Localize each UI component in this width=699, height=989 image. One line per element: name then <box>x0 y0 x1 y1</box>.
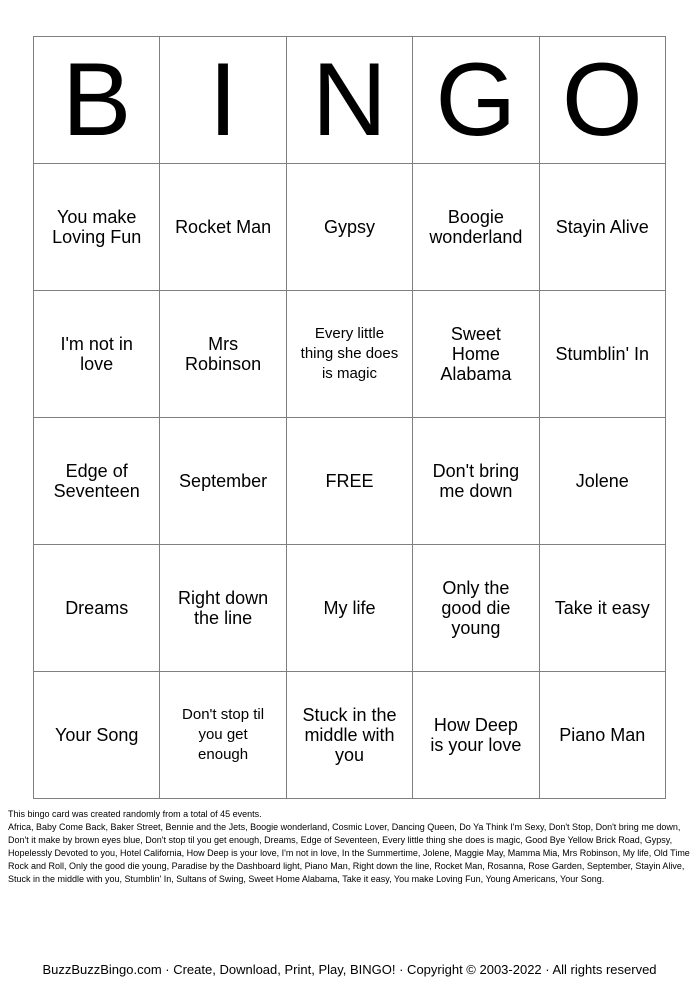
cell-text: My life <box>323 597 376 618</box>
bingo-cell <box>34 418 160 545</box>
footer: BuzzBuzzBingo.com · Create, Download, Print, Play, BINGO! · Copyright © 2003-2022 · All rights reserved <box>42 962 657 977</box>
bingo-cell <box>539 418 665 545</box>
cell-text: Don't bring me down <box>432 460 520 501</box>
cell-text: Take it easy <box>554 597 650 618</box>
cell-text: FREE <box>325 470 374 491</box>
events-list: Africa, Baby Come Back, Baker Street, Bennie and the Jets, Boogie wonderland, Cosmic Lover, Dancing Queen, Do Ya Think I'm Sexy, Don't Stop, Don't bring me down, Don't it make by brown eyes blue, Don't stop til you get enough, Dreams, Edge of Seventeen, Every little thing she does is magic, Good Bye Yellow Brick Road, Gypsy, Hopelessly Devoted to you, Hotel California, How Deep is your love, I'm not in love, In the Summertime, Jolene, Maggie May, Mamma Mia, Mrs Robinson, My life, Old Time Rock and Roll, Only the good die young, Paradise by the Dashboard light, Piano Man, Right down the line, Rocket Man, Rosanna, Rose Garden, September, Stayin Alive, Stuck in the middle with you, Stumblin' In, Sultans of Swing, Sweet Home Alabama, Take it easy, You make Loving Fun, Young Americans, Your Song. <box>8 822 690 884</box>
bingo-cell <box>413 291 539 418</box>
header-letter-b: B <box>34 37 160 164</box>
bingo-cell <box>413 545 539 672</box>
free-space <box>286 418 412 545</box>
bingo-cell <box>539 545 665 672</box>
header-letter-n: N <box>286 37 412 164</box>
bingo-cell <box>413 418 539 545</box>
bingo-cell <box>539 672 665 799</box>
cell-text: Gypsy <box>323 216 375 237</box>
bingo-cell <box>413 672 539 799</box>
cell-text: Stayin Alive <box>555 216 649 237</box>
cell-text: Stuck in the middle with you <box>302 704 397 765</box>
card-row-5 <box>34 672 666 799</box>
header-letter-g: G <box>413 37 539 164</box>
cell-text: Only the good die young <box>441 577 511 638</box>
summary-text: This bingo card was created randomly from a total of 45 events. <box>8 809 262 819</box>
bingo-cell <box>160 418 286 545</box>
bingo-cell <box>539 164 665 291</box>
cell-text: Stumblin' In <box>555 343 650 364</box>
cell-text: Don't stop til you get enough <box>182 706 265 763</box>
cell-text: Every little thing she does is magic <box>300 325 399 382</box>
cell-text: Right down the line <box>178 587 269 628</box>
cell-text: Piano Man <box>559 724 646 745</box>
header-letter-o: O <box>539 37 665 164</box>
cell-text: September <box>179 470 268 491</box>
cell-text: Boogie wonderland <box>429 206 523 247</box>
cell-text: How Deep is your love <box>430 714 522 755</box>
bingo-cell <box>160 291 286 418</box>
bingo-cell <box>34 164 160 291</box>
cell-text: Mrs Robinson <box>185 333 262 374</box>
cell-text: Rocket Man <box>175 216 272 237</box>
bingo-cell <box>34 291 160 418</box>
bingo-cell <box>160 545 286 672</box>
bingo-cell <box>413 164 539 291</box>
cell-text: Edge of Seventeen <box>53 460 140 501</box>
header-letter-i: I <box>160 37 286 164</box>
cell-text: Your Song <box>54 724 139 745</box>
cell-text: Dreams <box>65 597 129 618</box>
bingo-cell <box>539 291 665 418</box>
card-row-4 <box>34 545 666 672</box>
header-row <box>34 37 666 164</box>
bingo-card <box>33 36 666 799</box>
cell-text: Sweet Home Alabama <box>440 323 512 384</box>
cell-text: I'm not in love <box>60 333 133 374</box>
bingo-cell <box>34 545 160 672</box>
bingo-cell <box>34 672 160 799</box>
cell-text: Jolene <box>575 470 629 491</box>
bingo-cell <box>286 545 412 672</box>
card-row-1 <box>34 164 666 291</box>
cell-text: You make Loving Fun <box>52 206 142 247</box>
bingo-cell <box>160 672 286 799</box>
bingo-cell <box>160 164 286 291</box>
card-info <box>8 808 692 886</box>
bingo-cell <box>286 672 412 799</box>
card-row-2 <box>34 291 666 418</box>
bingo-cell <box>286 164 412 291</box>
bingo-cell <box>286 291 412 418</box>
card-row-3 <box>34 418 666 545</box>
